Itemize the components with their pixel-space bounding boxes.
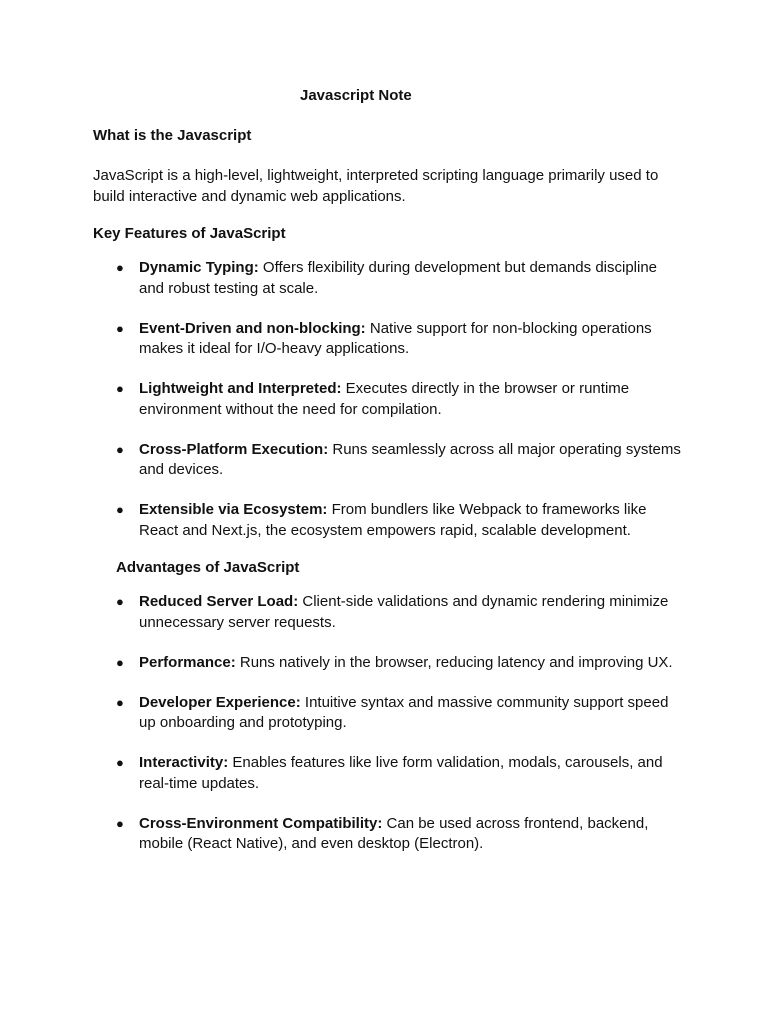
item-term: Reduced Server Load: [139, 593, 299, 610]
list-item [116, 753, 686, 794]
list-item [116, 592, 686, 633]
item-text: Client-side validations and dynamic rendering minimize unnecessary server requests. [139, 593, 669, 631]
bullet-icon: ● [116, 441, 124, 457]
list-item [116, 379, 686, 420]
item-term: Event-Driven and non-blocking: [139, 319, 366, 337]
section-heading-advantages: Advantages of JavaScript [116, 559, 300, 576]
bullet-icon: ● [116, 815, 124, 831]
item-term: Interactivity: [139, 754, 229, 771]
list-item [116, 319, 686, 360]
bullet-icon: ● [116, 260, 124, 275]
list-item [116, 814, 686, 855]
list-item [116, 693, 686, 734]
item-term: Developer Experience: [139, 693, 301, 711]
features-list [116, 258, 686, 561]
list-item [116, 653, 686, 674]
bullet-icon: ● [116, 755, 124, 770]
bullet-icon: ● [116, 694, 124, 710]
list-item [116, 258, 686, 299]
bullet-icon: ● [116, 320, 124, 336]
section-heading-what-is: What is the Javascript [93, 127, 252, 144]
item-text: Offers flexibility during development but demands discipline and robust testing at scale. [139, 259, 658, 297]
list-item [116, 440, 686, 481]
advantages-list [116, 592, 686, 874]
document-title: Javascript Note [300, 87, 412, 104]
item-term: Cross-Environment Compatibility: [139, 814, 383, 832]
bullet-icon: ● [116, 381, 124, 396]
intro-paragraph: JavaScript is a high-level, lightweight, interpreted scripting language primarily used to build interactive and dynamic web applications. [93, 167, 659, 205]
item-term: Performance: [139, 653, 236, 671]
item-term: Lightweight and Interpreted: [139, 380, 342, 397]
item-text: Intuitive syntax and massive community support speed up onboarding and prototyping. [139, 693, 669, 731]
item-text: Can be used across frontend, backend, mobile (React Native), and even desktop (Electron). [139, 814, 649, 852]
item-text: Executes directly in the browser or runtime environment without the need for compilation. [139, 380, 630, 418]
section-heading-key-features: Key Features of JavaScript [93, 225, 286, 242]
bullet-icon: ● [116, 654, 124, 670]
item-text: From bundlers like Webpack to frameworks like React and Next.js, the ecosystem empowers rapid, scalable development. [139, 501, 647, 539]
item-text: Native support for non-blocking operations makes it ideal for I/O-heavy applications. [139, 319, 652, 357]
item-text: Runs seamlessly across all major operating systems and devices. [139, 440, 681, 478]
item-term: Cross-Platform Execution: [139, 440, 329, 458]
bullet-icon: ● [116, 594, 124, 609]
list-item [116, 500, 686, 541]
bullet-icon: ● [116, 502, 124, 517]
item-text: Enables features like live form validation, modals, carousels, and real-time updates. [139, 754, 663, 792]
item-term: Extensible via Ecosystem: [139, 501, 328, 518]
item-text: Runs natively in the browser, reducing latency and improving UX. [235, 653, 673, 671]
item-term: Dynamic Typing: [139, 259, 259, 276]
